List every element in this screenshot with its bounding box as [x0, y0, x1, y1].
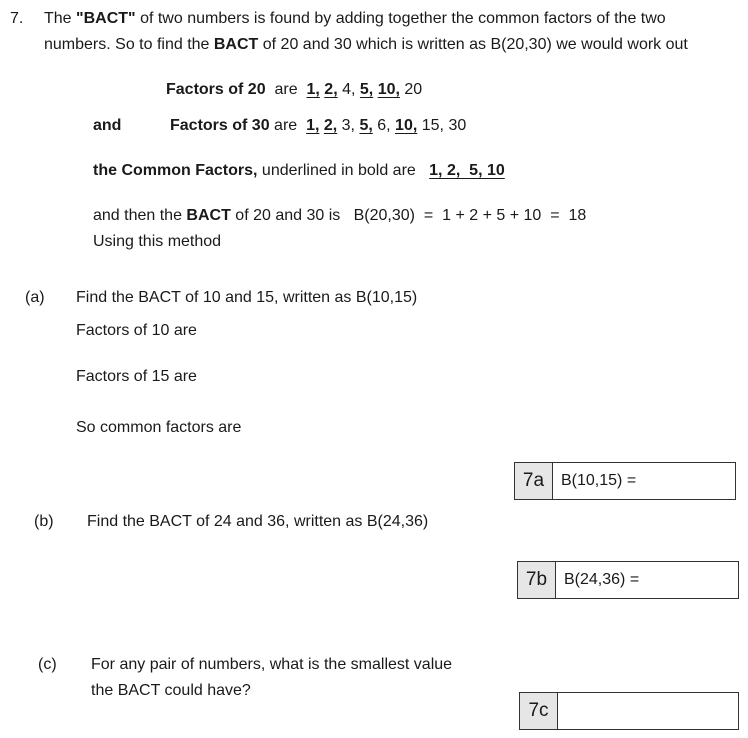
answer-box-7b[interactable] — [517, 561, 739, 599]
factor: 2, — [324, 81, 338, 98]
intro-text: of two numbers is found by adding together the common factors of the two — [135, 10, 666, 27]
factors-20-label: Factors of 20 — [166, 81, 266, 98]
result-text: and then the — [93, 207, 187, 224]
result-expression: B(20,30) = 1 + 2 + 5 + 10 = 18 — [353, 207, 587, 224]
factors-30-line — [170, 116, 466, 136]
result-text: of 20 and 30 is — [230, 207, 341, 224]
answer-field-text: B(10,15) = — [561, 472, 637, 489]
factor: 4, — [342, 81, 356, 98]
factor: 1, — [306, 81, 320, 98]
answer-box-7c[interactable] — [519, 692, 739, 730]
factor: 10, — [395, 117, 418, 134]
factors-20-line — [166, 80, 422, 100]
common-factors-text: underlined in bold are — [257, 162, 416, 179]
answer-field-text: B(24,36) = — [564, 571, 640, 588]
bact-term: BACT — [213, 36, 259, 53]
common-factors-prompt: So common factors are — [76, 419, 242, 436]
bact-result-line — [93, 206, 586, 226]
answer-box-label: 7b — [518, 562, 556, 598]
answer-field-7c[interactable] — [558, 693, 738, 729]
part-b-prompt: Find the BACT of 24 and 36, written as B(24,36) — [87, 513, 429, 530]
part-c-letter: (c) — [38, 656, 57, 673]
intro-text: numbers. So to find the — [44, 36, 214, 53]
factor: 1, — [306, 117, 320, 134]
bact-term: "BACT" — [76, 10, 136, 27]
factors-30-label: Factors of 30 — [170, 117, 270, 134]
intro-text: The — [44, 10, 77, 27]
factor: 10, — [377, 81, 400, 98]
using-method-text: Using this method — [93, 233, 222, 250]
part-c-prompt-line-1: For any pair of numbers, what is the smallest value — [91, 656, 453, 673]
intro-text: of 20 and 30 which is written as B(20,30) we would work out — [258, 36, 688, 53]
factor: 3, — [341, 117, 355, 134]
answer-field-7a[interactable] — [553, 463, 735, 499]
question-number: 7. — [10, 10, 24, 27]
factor: 5, — [359, 117, 373, 134]
answer-box-label: 7c — [520, 693, 558, 729]
answer-box-7a[interactable] — [514, 462, 736, 500]
factor: 5, — [359, 81, 374, 98]
factor: 20 — [404, 81, 423, 98]
part-a-letter: (a) — [25, 289, 45, 306]
part-a-prompt: Find the BACT of 10 and 15, written as B(10,15) — [76, 289, 418, 306]
intro-line-2 — [44, 35, 688, 55]
factors-15-prompt: Factors of 15 are — [76, 368, 197, 385]
factor: 2, — [323, 117, 338, 134]
are-text: are — [274, 117, 298, 134]
factor: 30 — [448, 117, 467, 134]
common-factors-label: the Common Factors, — [93, 162, 258, 179]
factor: 15, — [421, 117, 444, 134]
common-factors-line — [93, 161, 505, 181]
common-factors-values: 1, 2, 5, 10 — [429, 162, 505, 179]
factors-10-prompt: Factors of 10 are — [76, 322, 197, 339]
and-label: and — [93, 117, 122, 134]
intro-line-1 — [44, 9, 666, 29]
answer-field-7b[interactable] — [556, 562, 738, 598]
answer-box-label: 7a — [515, 463, 553, 499]
factor: 6, — [377, 117, 391, 134]
are-text: are — [274, 81, 298, 98]
bact-term: BACT — [186, 207, 231, 224]
part-b-letter: (b) — [34, 513, 54, 530]
part-c-prompt-line-2: the BACT could have? — [91, 682, 251, 699]
